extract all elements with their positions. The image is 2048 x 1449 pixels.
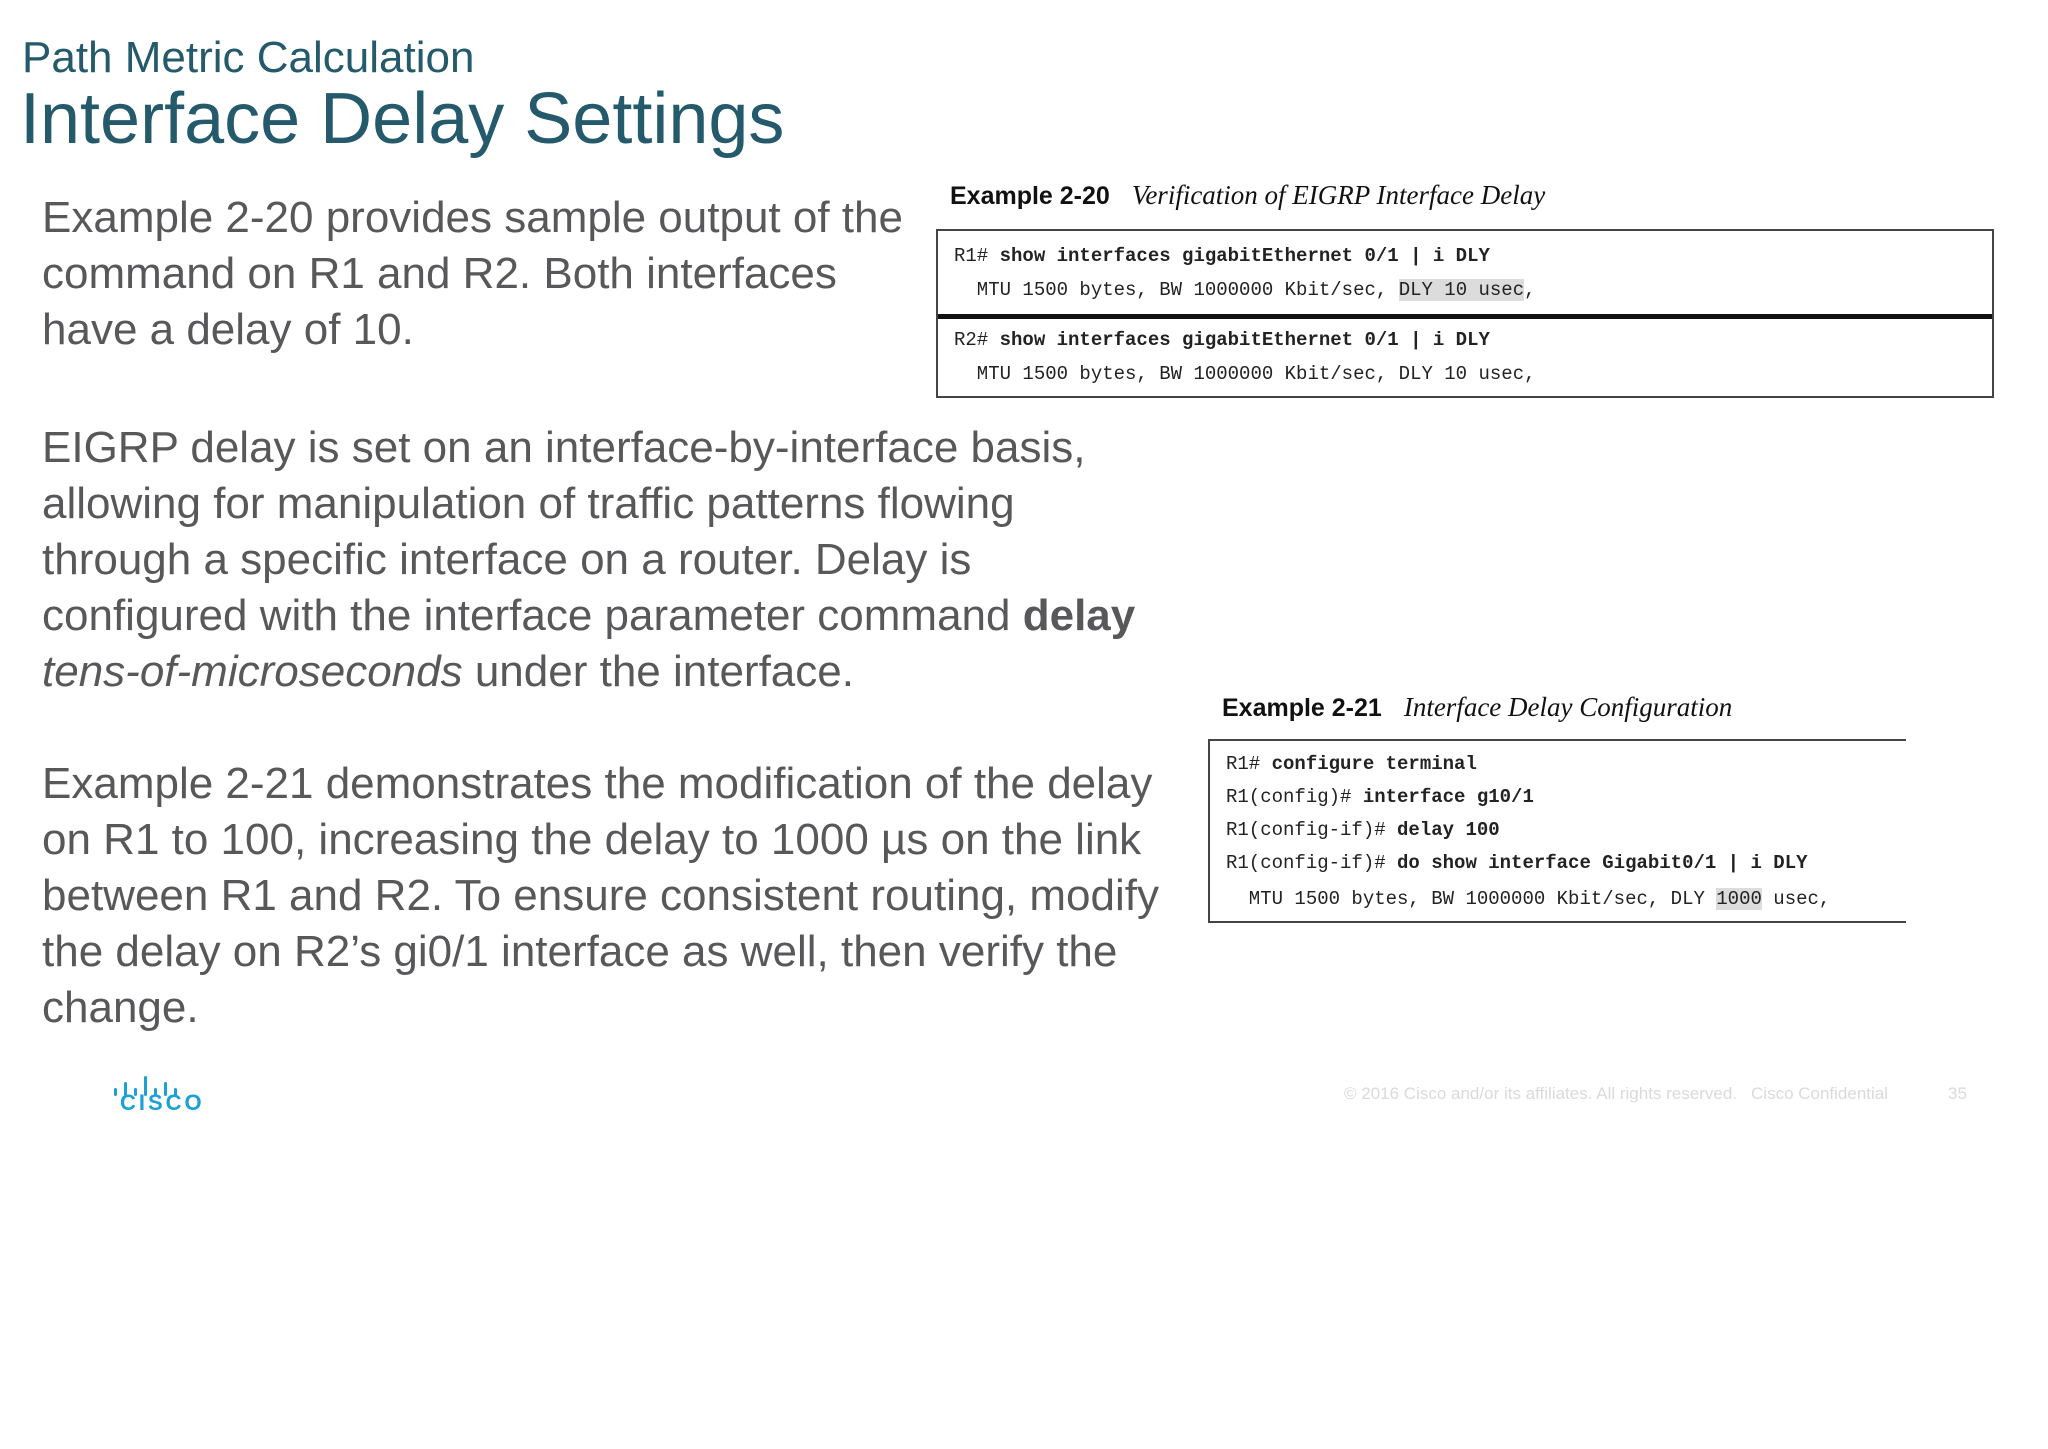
r1-output-section: [938, 231, 1992, 315]
config-line-3: [1226, 819, 1500, 841]
example-2-20-title: Verification of EIGRP Interface Delay: [1131, 180, 1546, 210]
config-line-2: [1226, 786, 1534, 808]
p2-text: EIGRP delay is set on an interface-by-interface basis, allowing for manipulation of traffic patterns flowing through a specific interface on a router. Delay is configured with the interface parameter command: [42, 423, 1086, 640]
r1-output-line: [954, 279, 1536, 301]
r1-command-line: [954, 245, 1490, 267]
example-2-20-number: Example 2-20: [950, 182, 1110, 210]
slide-title: Interface Delay Settings: [20, 79, 785, 159]
config-prompt-2: R1(config)#: [1226, 786, 1363, 808]
example-2-20-codebox: [936, 229, 1994, 398]
r2-command-line: [954, 329, 1490, 351]
r1-command: show interfaces gigabitEthernet 0/1 | i DLY: [999, 245, 1490, 267]
config-output-pre: MTU 1500 bytes, BW 1000000 Kbit/sec, DLY: [1226, 888, 1717, 910]
slide-subtitle: Path Metric Calculation: [22, 33, 475, 82]
paragraph-eigrp-delay: [42, 420, 1172, 700]
r1-output-pre: MTU 1500 bytes, BW 1000000 Kbit/sec,: [954, 279, 1399, 301]
config-output-post: usec,: [1761, 888, 1831, 910]
p2-argument: tens-of-microseconds: [42, 647, 463, 696]
paragraph-example-2-20: Example 2-20 provides sample output of the command on R1 and R2. Both interfaces have a delay of 10.: [42, 193, 903, 354]
config-output-highlight: 1000: [1716, 888, 1762, 910]
paragraph-example-2-21: Example 2-21 demonstrates the modification of the delay on R1 to 100, increasing the delay to 1000 µs on the link between R1 and R2. To ensure consistent routing, modify the delay on R2’s gi0/1 interface as well, then verify the change.: [42, 759, 1159, 1032]
r1-output-highlight: DLY 10 usec: [1398, 279, 1525, 301]
config-cmd-4: do show interface Gigabit0/1 | i DLY: [1397, 852, 1808, 874]
config-prompt-1: R1#: [1226, 753, 1272, 775]
config-output-line: [1226, 888, 1830, 910]
config-cmd-1: configure terminal: [1271, 753, 1477, 775]
cisco-logo-text: CISCO: [120, 1090, 205, 1115]
p2-end: under the interface.: [462, 647, 854, 696]
example-2-21-title: Interface Delay Configuration: [1403, 692, 1733, 722]
r1-output-post: ,: [1524, 279, 1536, 301]
r2-output-section: [938, 319, 1992, 396]
copyright-text: © 2016 Cisco and/or its affiliates. All rights reserved.: [1344, 1084, 1738, 1103]
config-line-4: [1226, 852, 1808, 874]
config-cmd-3: delay 100: [1397, 819, 1500, 841]
example-2-21-caption: [1222, 692, 1732, 723]
r1-prompt: R1#: [954, 245, 1000, 267]
r2-output-line: MTU 1500 bytes, BW 1000000 Kbit/sec, DLY 10 usec,: [954, 363, 1536, 385]
r2-command: show interfaces gigabitEthernet 0/1 | i DLY: [999, 329, 1490, 351]
config-prompt-3: R1(config-if)#: [1226, 819, 1398, 841]
config-line-1: [1226, 753, 1477, 775]
config-prompt-4: R1(config-if)#: [1226, 852, 1398, 874]
footer-copyright: [1344, 1084, 1902, 1104]
example-2-21-codebox: [1208, 739, 1906, 923]
p2-keyword-delay: delay: [1022, 591, 1136, 640]
example-2-20-caption: [950, 180, 1545, 211]
example-2-21-number: Example 2-21: [1222, 694, 1382, 722]
confidential-text: Cisco Confidential: [1751, 1084, 1889, 1103]
r2-prompt: R2#: [954, 329, 1000, 351]
page-number: 35: [1948, 1084, 1967, 1103]
config-cmd-2: interface g10/1: [1362, 786, 1534, 808]
